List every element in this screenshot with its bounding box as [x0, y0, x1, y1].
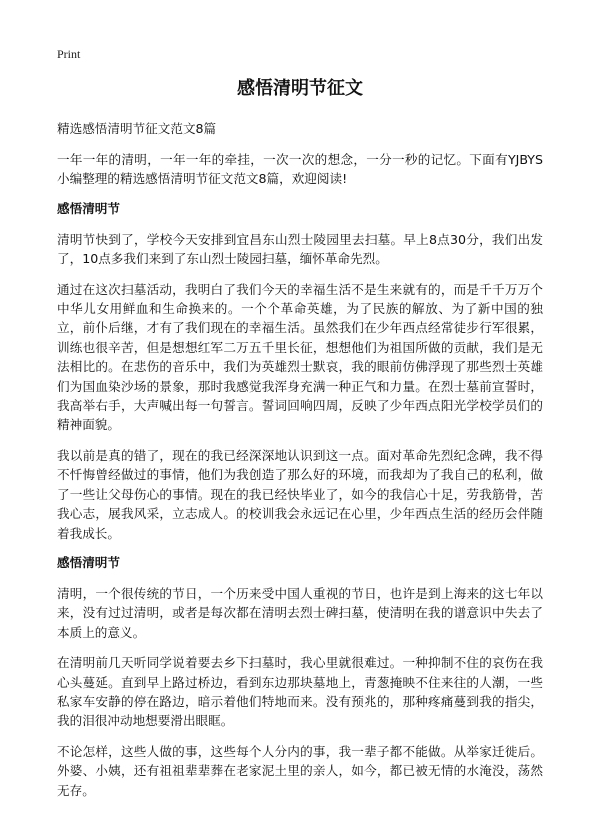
section-1-paragraph-2: 通过在这次扫墓活动，我明白了我们今天的幸福生活不是生来就有的，而是千千万万个中华儿女用鲜血和生命换来的。一个个革命英雄，为了民族的解放、为了新中国的独立，前仆后继，才有了我们现在的幸福生活。虽然我们在少年西点经常徒步行军很累，训练也很辛苦，但是想想红军二万五千里长征，想想他们为祖国所做的贡献，我们是无法相比的。在悲伤的音乐中，我们为英雄烈士默哀，我的眼前仿佛浮现了那些烈士英雄们为国血染沙场的景象，那时我感觉我浑身充满一种正气和力量。在烈士墓前宣誓时，我高举右手，大声喊出每一句誓言。誓词回响四周，反映了少年西点阳光学校学员们的精神面貌。 — [57, 281, 543, 433]
section-heading: 感悟清明节 — [57, 554, 120, 570]
section-1-paragraph-3: 我以前是真的错了，现在的我已经深深地认识到这一点。面对革命先烈纪念碑，我不得不忏悔曾经做过的事情，他们为我创造了那么好的环境，而我却为了我自己的私利，做了一些让父母伤心的事情。现在的我已经快毕业了，如今的我信心十足，劳我筋骨，苦我心志，展我风采，立志成人。的校训我会永远记在心里，少年西点生活的经历会伴随着我成长。 — [57, 447, 543, 541]
intro-paragraph: 一年一年的清明，一年一年的牵挂，一次一次的想念，一分一秒的记忆。下面有YJBYS小编整理的精选感悟清明节征文范文8篇，欢迎阅读! — [57, 152, 543, 187]
page-title: 感悟清明节征文 — [237, 78, 363, 99]
section-2-paragraph-3: 不论怎样，这些人做的事，这些每个人分内的事，我一辈子都不能做。从举家迁徙后。外婆、小姨，还有祖祖辈辈葬在老家泥土里的亲人，如今，都已被无情的水淹没，荡然无存。 — [57, 743, 543, 798]
section-2-paragraph-2: 在清明前几天听同学说着要去乡下扫墓时，我心里就很难过。一种抑制不住的哀伤在我心头蔓延。直到早上路过桥边，看到东边那块墓地上，青葱掩映不住来往的人潮，一些私家车安静的停在路边，暗示着他们特地而来。没有预兆的，那种疼痛蔓到我的指尖，我的泪很冲动地想要滑出眼眶。 — [57, 655, 543, 729]
section-1 — [57, 200, 543, 543]
section-2 — [57, 554, 543, 800]
print-link[interactable]: Print — [57, 47, 81, 61]
article-body — [57, 120, 543, 811]
section-1-paragraph-1: 清明节快到了，学校今天安排到宜昌东山烈士陵园里去扫墓。早上8点30分，我们出发了，10点多我们来到了东山烈士陵园扫墓，缅怀革命先烈。 — [57, 231, 543, 267]
article-subtitle: 精选感悟清明节征文范文8篇 — [57, 121, 217, 136]
section-heading: 感悟清明节 — [57, 200, 120, 216]
section-2-paragraph-1: 清明，一个很传统的节日，一个历来受中国人重视的节日，也许是到上海来的这七年以来，没有过过清明，或者是每次都在清明去烈士碑扫墓，使清明在我的谱意识中失去了本质上的意义。 — [57, 585, 543, 640]
